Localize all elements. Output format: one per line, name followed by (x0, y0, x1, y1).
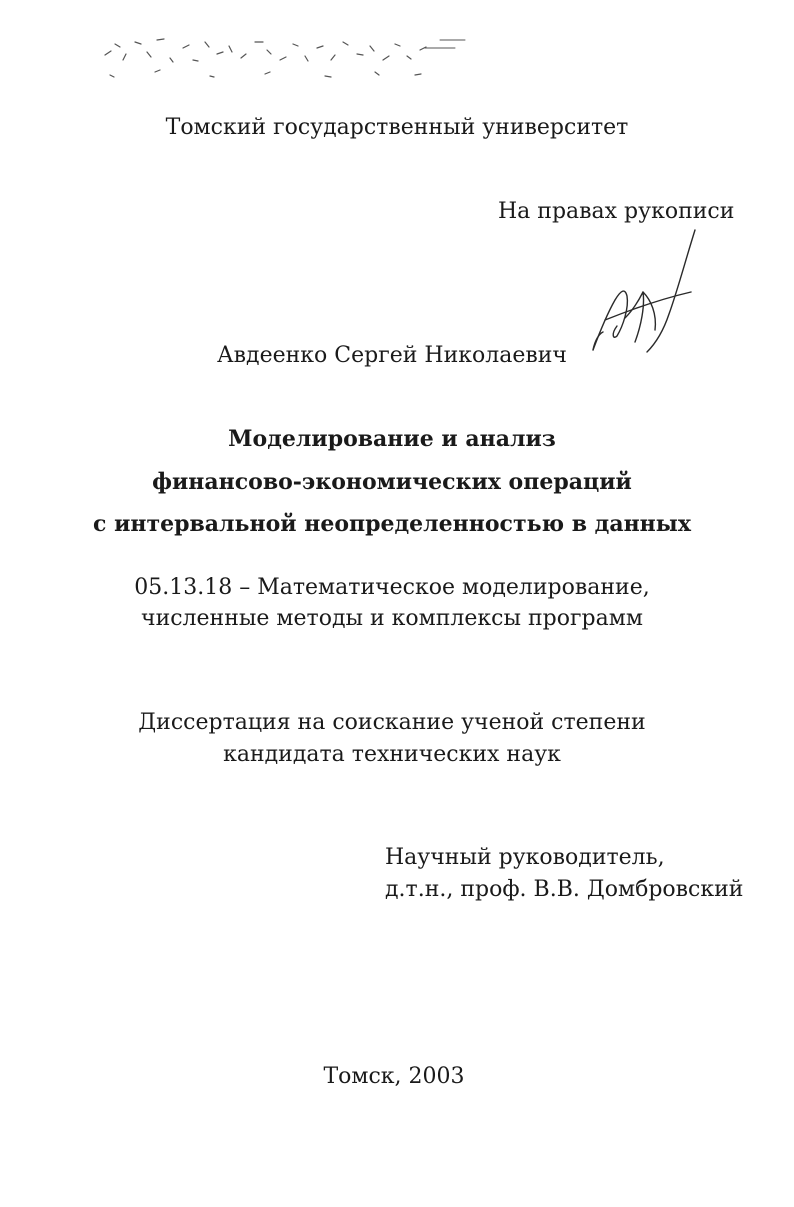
supervisor-label: Научный руководитель, (385, 845, 665, 870)
title-line-1: Моделирование и анализ (228, 426, 556, 452)
degree-line-1: Диссертация на соискание ученой степени (138, 710, 646, 735)
scan-artifact-marks (95, 30, 470, 85)
author-signature (585, 222, 705, 362)
university-name: Томский государственный университет (165, 115, 629, 140)
degree-line-2: кандидата технических наук (223, 742, 561, 767)
supervisor-name: д.т.н., проф. В.В. Домбровский (385, 877, 744, 902)
specialty-line-2: численные методы и комплексы программ (141, 606, 643, 631)
place-and-year: Томск, 2003 (323, 1064, 465, 1089)
specialty-line-1: 05.13.18 – Математическое моделирование, (134, 575, 650, 600)
manuscript-note: На правах рукописи (498, 199, 735, 224)
title-line-3: с интервальной неопределенностью в данных (93, 511, 691, 537)
title-line-2: финансово-экономических операций (152, 469, 632, 495)
author-name: Авдеенко Сергей Николаевич (217, 343, 567, 368)
